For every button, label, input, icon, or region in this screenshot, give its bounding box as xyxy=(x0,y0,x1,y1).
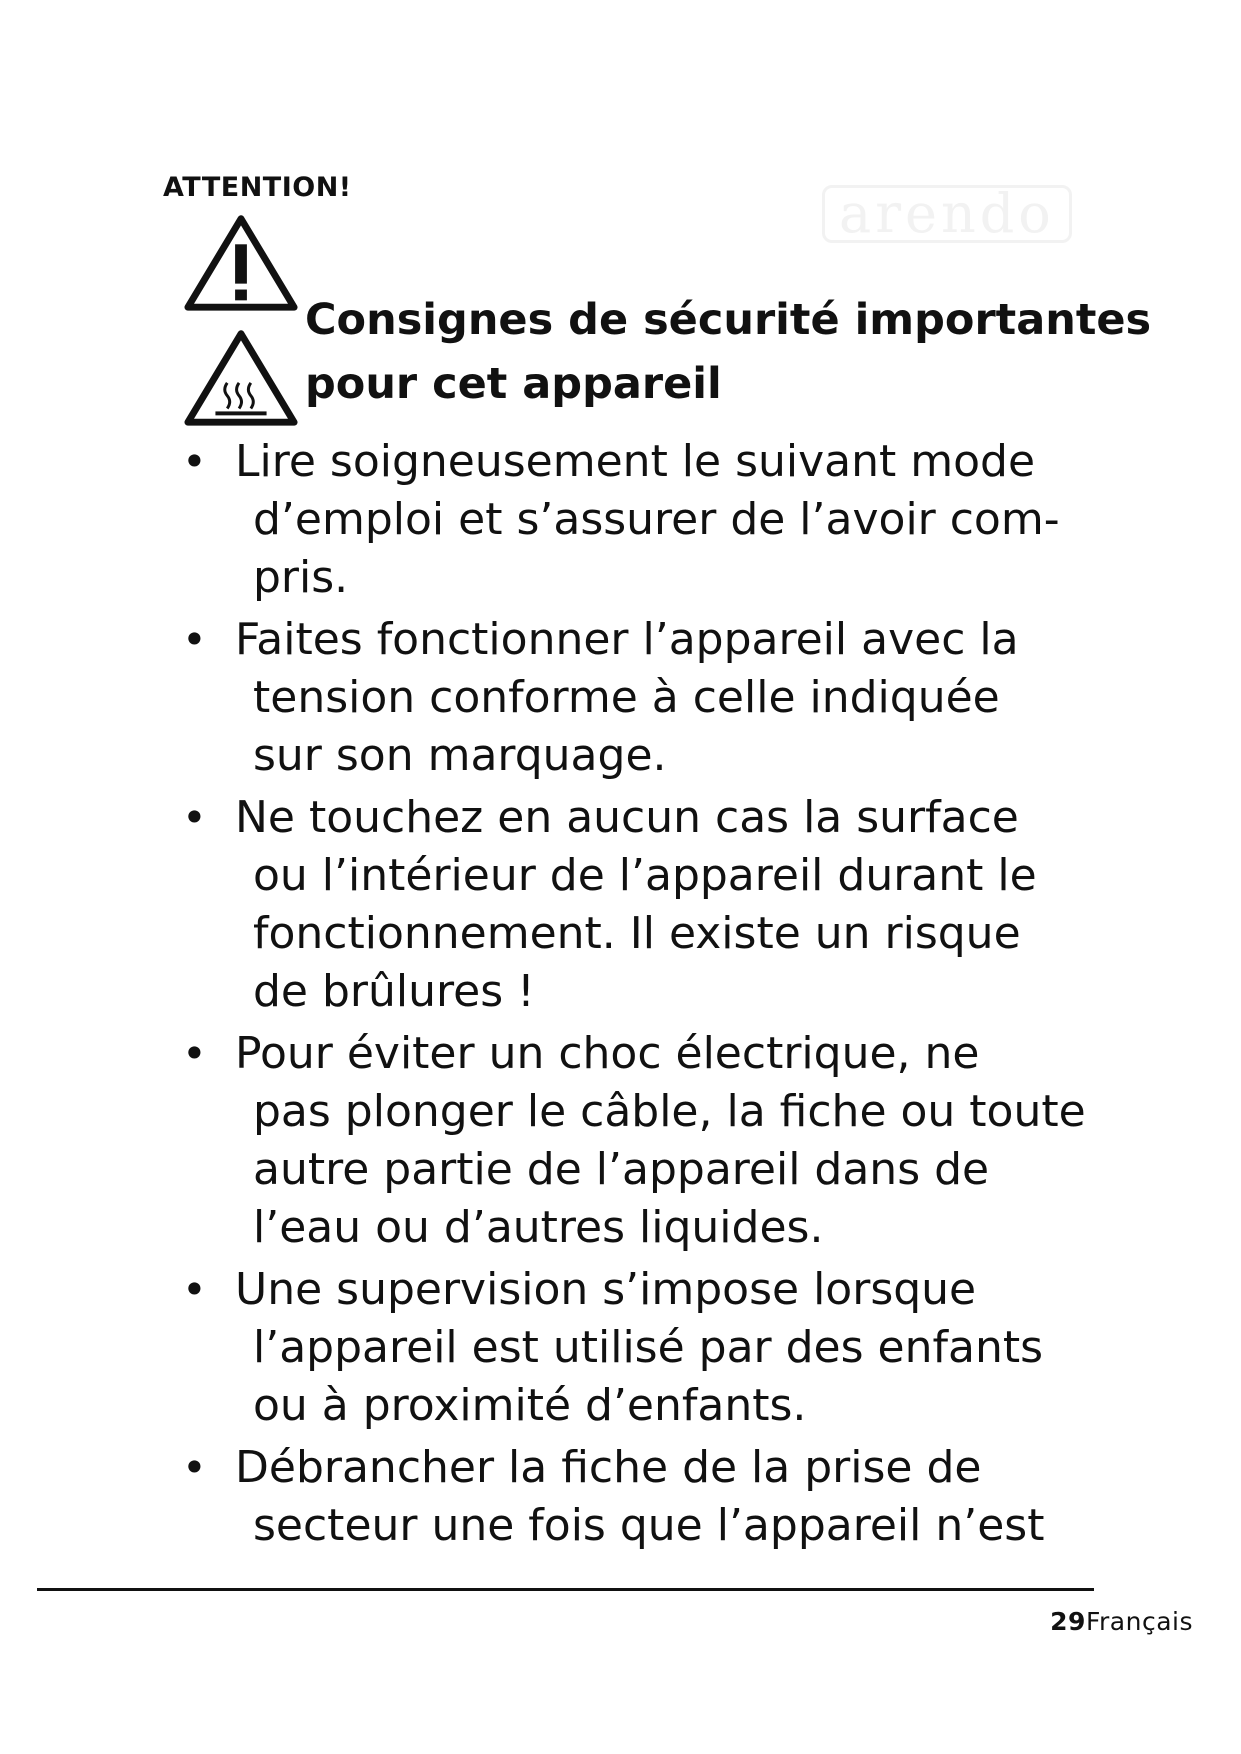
list-item xyxy=(180,1439,1140,1555)
list-item xyxy=(180,1025,1140,1257)
list-item xyxy=(180,789,1140,1021)
page-footer xyxy=(1050,1607,1193,1636)
hot-surface-icon xyxy=(182,325,300,429)
list-item xyxy=(180,1261,1140,1435)
item-line: de brûlures ! xyxy=(253,966,535,1017)
item-line: fonctionnement. Il existe un risque xyxy=(253,908,1021,959)
heading-line-1: Consignes de sécurité importantes xyxy=(305,295,1152,345)
item-line: pris. xyxy=(253,552,349,603)
item-line: tension conforme à celle indiquée xyxy=(253,672,1000,723)
item-line: • Débrancher la fiche de la prise de xyxy=(180,1439,1140,1497)
page-number: 29 xyxy=(1050,1607,1086,1636)
item-line: • Pour éviter un choc électrique, ne xyxy=(180,1025,1140,1083)
warning-triangle-icon xyxy=(182,210,300,314)
item-line: ou à proximité d’enfants. xyxy=(253,1380,807,1431)
item-line: d’emploi et s’assurer de l’avoir com- xyxy=(253,494,1060,545)
item-line: autre partie de l’appareil dans de xyxy=(253,1144,990,1195)
list-item xyxy=(180,433,1140,607)
section-heading xyxy=(305,288,1151,416)
item-line: secteur une fois que l’appareil n’est xyxy=(253,1500,1045,1551)
footer-language: Français xyxy=(1085,1607,1193,1636)
attention-label: ATTENTION! xyxy=(163,172,352,203)
item-line: • Lire soigneusement le suivant mode xyxy=(180,433,1140,491)
safety-instructions-list xyxy=(180,433,1140,1559)
item-line: l’eau ou d’autres liquides. xyxy=(253,1202,824,1253)
item-line: • Une supervision s’impose lorsque xyxy=(180,1261,1140,1319)
item-line: • Faites fonctionner l’appareil avec la xyxy=(180,611,1140,669)
heading-line-2: pour cet appareil xyxy=(305,359,722,409)
item-line: • Ne touchez en aucun cas la surface xyxy=(180,789,1140,847)
brand-logo: arendo xyxy=(822,185,1072,243)
item-line: sur son marquage. xyxy=(253,730,667,781)
footer-divider xyxy=(37,1588,1094,1591)
item-line: ou l’intérieur de l’appareil durant le xyxy=(253,850,1037,901)
item-line: l’appareil est utilisé par des enfants xyxy=(253,1322,1044,1373)
list-item xyxy=(180,611,1140,785)
item-line: pas plonger le câble, la fiche ou toute xyxy=(253,1086,1086,1137)
